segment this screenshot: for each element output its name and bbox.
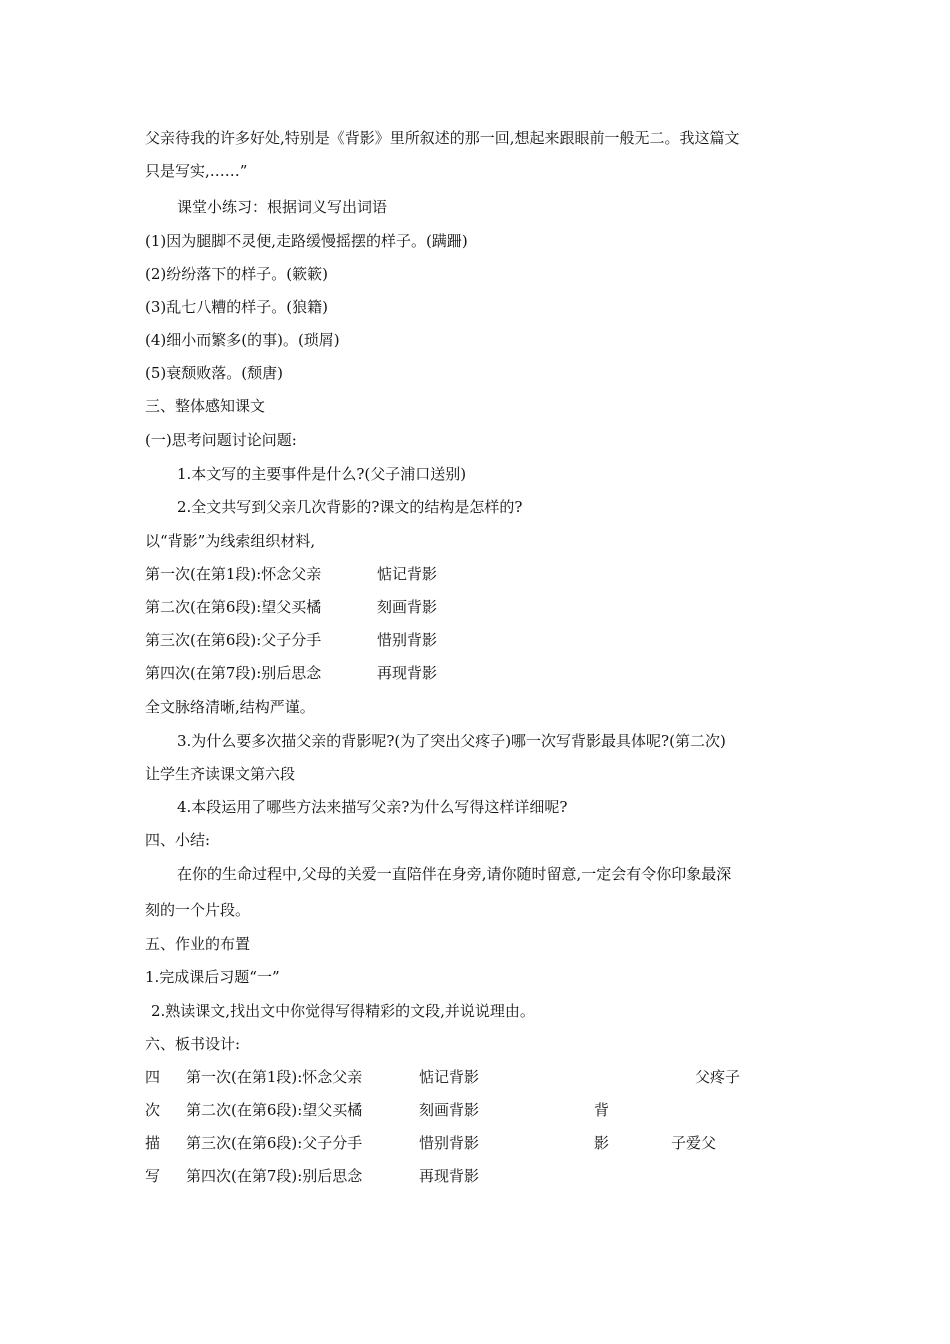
board-center-char: 背 — [594, 1101, 610, 1119]
exercise-item: (5)衰颓败落。(颓唐) — [145, 364, 283, 382]
paragraph-line: 只是写实,……” — [145, 162, 248, 180]
section-heading: 四、小结: — [145, 831, 211, 849]
paragraph-line: 以“背影”为线索组织材料, — [145, 532, 316, 550]
question: 4.本段运用了哪些方法来描写父亲?为什么写得这样详细呢? — [177, 798, 568, 816]
structure-time: 第一次(在第1段):怀念父亲 — [145, 565, 322, 583]
board-theme-son: 子爱父 — [671, 1134, 717, 1152]
board-time: 第二次(在第6段):望父买橘 — [186, 1101, 363, 1119]
paragraph-line: 全文脉络清晰,结构严谨。 — [145, 698, 315, 716]
structure-time: 第三次(在第6段):父子分手 — [145, 631, 322, 649]
board-side-char: 四 — [145, 1068, 161, 1086]
question: 1.本文写的主要事件是什么?(父子浦口送别) — [177, 465, 467, 483]
structure-desc: 再现背影 — [377, 664, 438, 682]
board-side-char: 写 — [145, 1167, 161, 1185]
board-time: 第三次(在第6段):父子分手 — [186, 1134, 363, 1152]
structure-desc: 惜别背影 — [377, 631, 438, 649]
board-side-char: 描 — [145, 1134, 161, 1152]
structure-desc: 刻画背影 — [377, 598, 438, 616]
exercise-item: (4)细小而繁多(的事)。(琐屑) — [145, 331, 340, 349]
paragraph-line: 让学生齐读课文第六段 — [145, 765, 296, 783]
section-heading: 三、整体感知课文 — [145, 397, 266, 415]
structure-time: 第二次(在第6段):望父买橘 — [145, 598, 322, 616]
section-heading: 五、作业的布置 — [145, 935, 251, 953]
board-center-char: 影 — [594, 1134, 610, 1152]
board-desc: 再现背影 — [419, 1167, 480, 1185]
exercise-item: (3)乱七八糟的样子。(狼籍) — [145, 298, 328, 316]
paragraph-line: 父亲待我的许多好处,特别是《背影》里所叙述的那一回,想起来跟眼前一般无二。我这篇文 — [145, 129, 740, 147]
homework-item: 2.熟读课文,找出文中你觉得写得精彩的文段,并说说理由。 — [151, 1002, 535, 1020]
board-time: 第四次(在第7段):别后思念 — [186, 1167, 363, 1185]
board-desc: 刻画背影 — [419, 1101, 480, 1119]
exercise-item: (1)因为腿脚不灵便,走路缓慢摇摆的样子。(蹒跚) — [145, 232, 468, 250]
exercise-item: (2)纷纷落下的样子。(簌簌) — [145, 265, 328, 283]
board-desc: 惦记背影 — [419, 1068, 480, 1086]
paragraph-line: 刻的一个片段。 — [145, 901, 251, 919]
board-theme-father: 父疼子 — [695, 1068, 741, 1086]
section-heading: 六、板书设计: — [145, 1035, 241, 1053]
board-time: 第一次(在第1段):怀念父亲 — [186, 1068, 363, 1086]
board-side-char: 次 — [145, 1101, 161, 1119]
structure-desc: 惦记背影 — [377, 565, 438, 583]
structure-time: 第四次(在第7段):别后思念 — [145, 664, 322, 682]
board-desc: 惜别背影 — [419, 1134, 480, 1152]
homework-item: 1.完成课后习题“一” — [145, 968, 280, 986]
paragraph-line: 在你的生命过程中,父母的关爱一直陪伴在身旁,请你随时留意,一定会有令你印象最深 — [177, 865, 732, 883]
question: 2.全文共写到父亲几次背影的?课文的结构是怎样的? — [177, 498, 523, 516]
question: 3.为什么要多次描父亲的背影呢?(为了突出父疼子)哪一次写背影最具体呢?(第二次) — [177, 732, 726, 750]
exercise-heading: 课堂小练习：根据词义写出词语 — [177, 198, 388, 216]
subsection-heading: (一)思考问题讨论问题: — [145, 431, 297, 449]
